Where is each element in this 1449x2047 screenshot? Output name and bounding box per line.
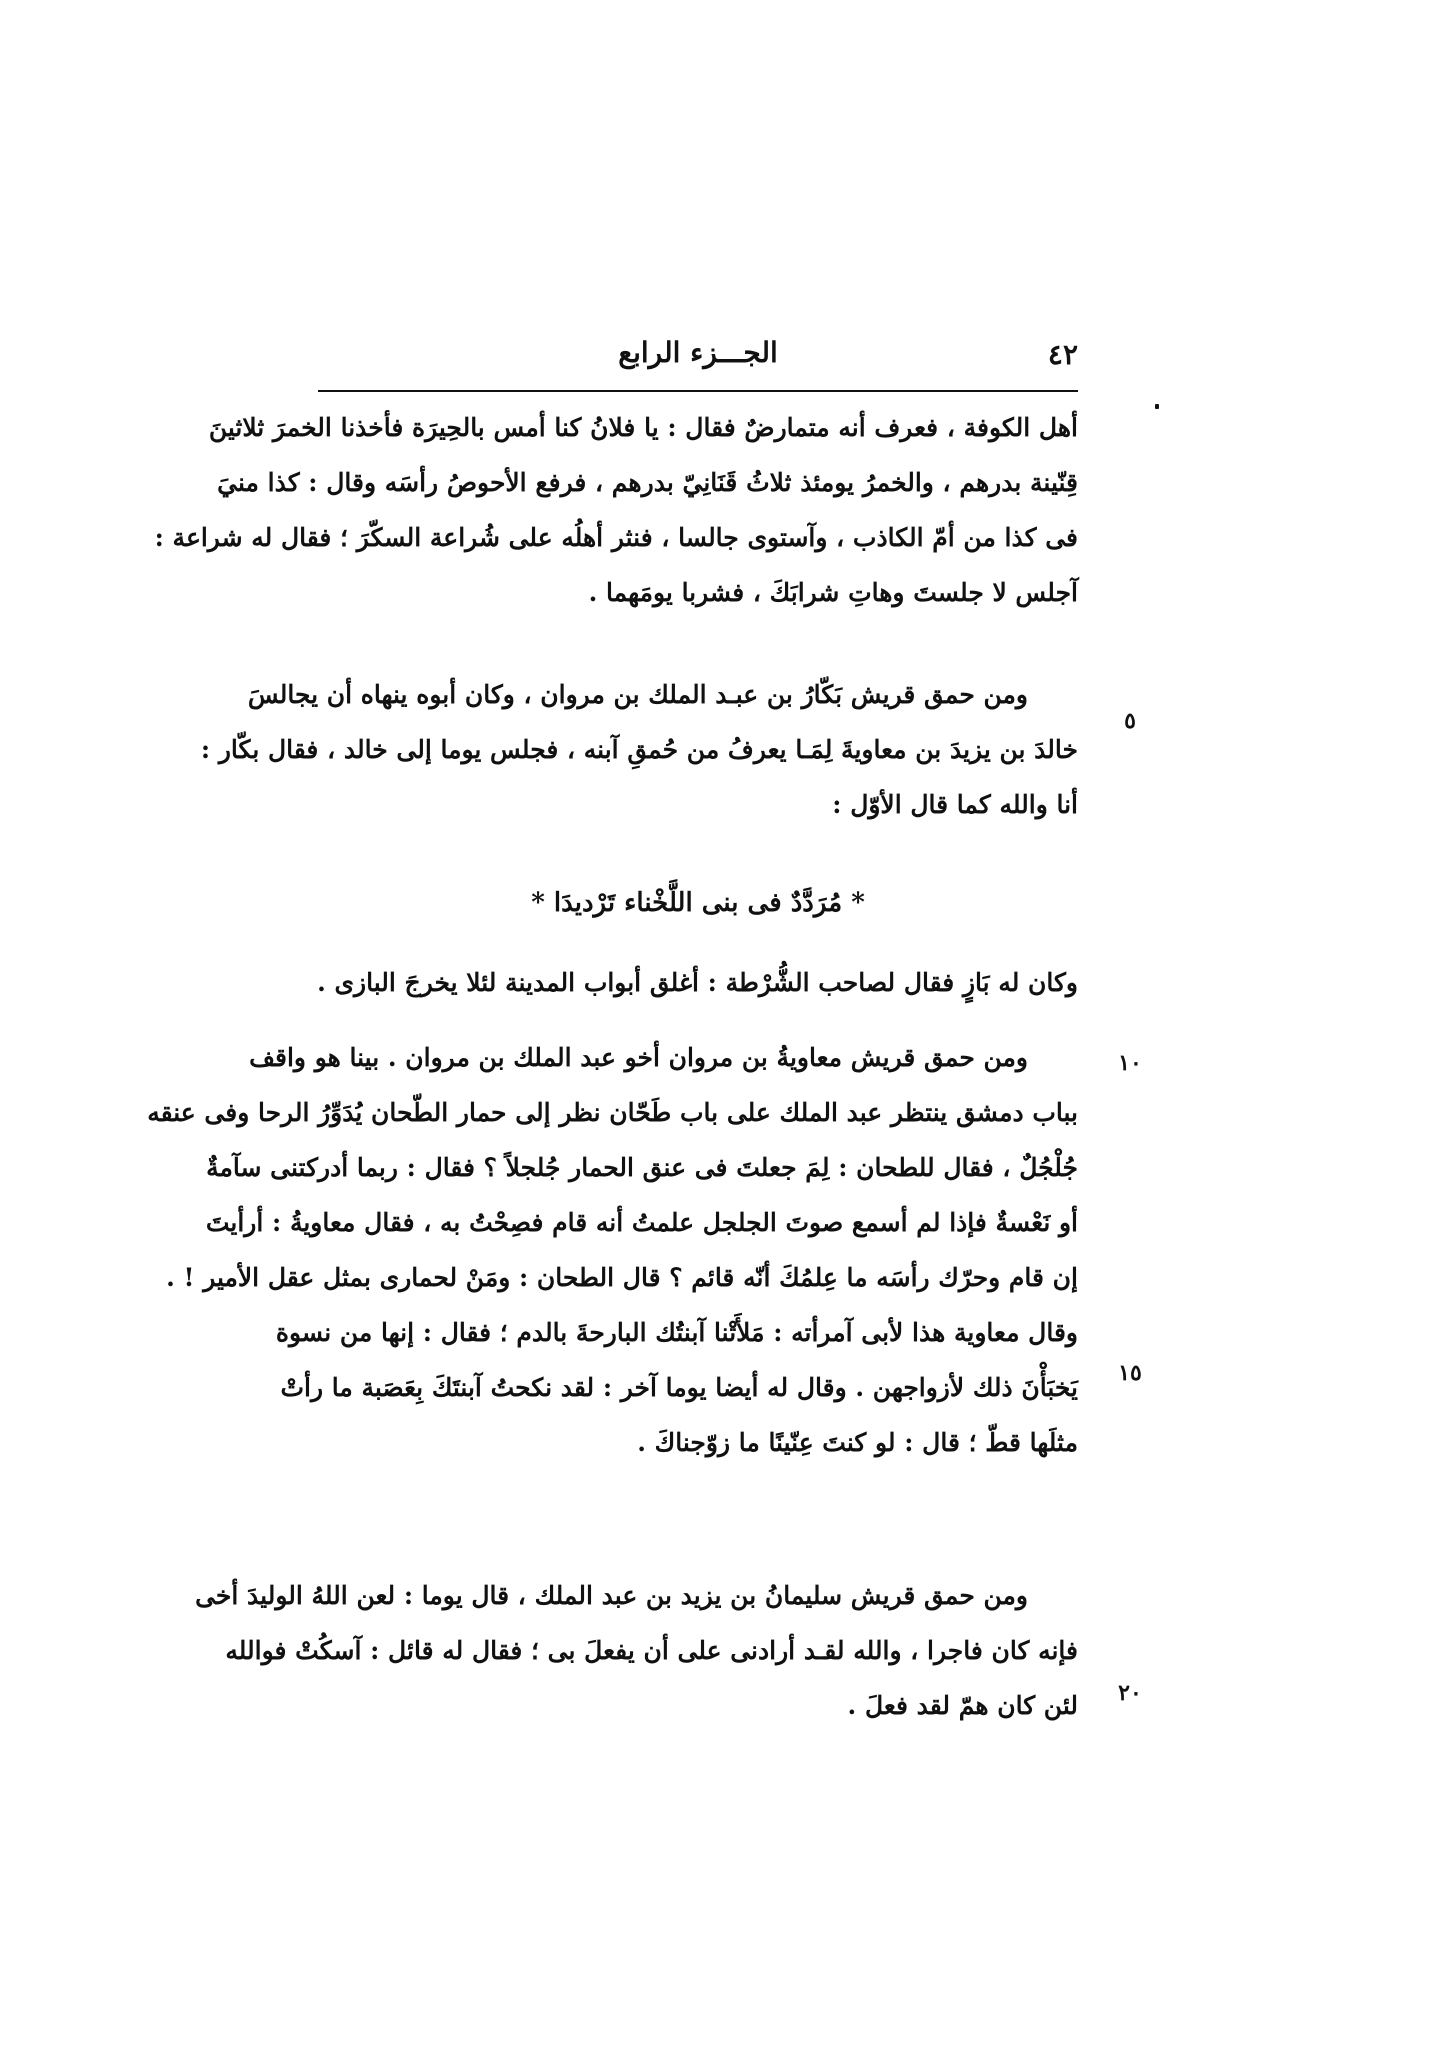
text-line: أو نَعْسةٌ فإذا لم أسمع صوتَ الجلجل علمتُ أنه قام فصِحْتُ به ، فقال معاويةُ : أرأيتَ — [205, 1208, 1078, 1237]
scan-speck — [1155, 404, 1159, 409]
page-number: ٤٢ — [1047, 338, 1078, 371]
margin-line-number: ٢٠ — [1118, 1680, 1142, 1706]
text-line: جُلْجُلٌ ، فقال للطحان : لِمَ جعلتَ فى عنق الحمار جُلجلاً ؟ فقال : ربما أدركتنى سآمةٌ — [206, 1153, 1078, 1182]
paragraph — [275, 1305, 1078, 1470]
text-line: وكان له بَازٍ فقال لصاحب الشُّرْطة : أغلق أبواب المدينة لئلا يخرجَ البازى . — [317, 968, 1078, 997]
text-line: وقال معاوية هذا لأبى آمرأته : مَلأَتْنا آبنتُك البارحةَ بالدم ؛ فقال : إنها من نسوة — [275, 1318, 1078, 1347]
running-header-title: الجـــزء الرابع — [618, 336, 778, 369]
text-line: خالدَ بن يزيدَ بن معاويةَ لِمَـا يعرفُ من حُمقِ آبنه ، فجلس يوما إلى خالد ، فقال بكّار : — [200, 735, 1078, 764]
text-line: قِنّينة بدرهم ، والخمرُ يومئذ ثلاثُ قَنَانِيّ بدرهم ، فرفع الأحوصُ رأسَه وقال : كذا منيَ — [217, 468, 1078, 497]
paragraph — [318, 955, 1078, 1010]
text-line: فإنه كان فاجرا ، والله لقـد أرادنى على أن يفعلَ بى ؛ فقال له قائل : آسكُتْ فوالله — [225, 1636, 1078, 1665]
text-line: ومن حمق قريش بَكّارُ بن عبـد الملك بن مروان ، وكان أبوه ينهاه أن يجالسَ — [247, 680, 1028, 709]
text-line: ومن حمق قريش معاويةُ بن مروان أخو عبد الملك بن مروان . بينا هو واقف — [249, 1043, 1028, 1072]
header-rule — [318, 390, 1078, 392]
margin-line-number: ١٠ — [1118, 1050, 1142, 1076]
text-line: يَخبَأْنَ ذلك لأزواجهن . وقال له أيضا يوما آخر : لقد نكحتُ آبنتَكَ بِعَصَبة ما رأتْ — [280, 1373, 1078, 1402]
text-line: أهل الكوفة ، فعرف أنه متمارضٌ فقال : يا فلانُ كنا أمس بالحِيرَة فأخذنا الخمرَ ثلاثينَ — [208, 413, 1078, 442]
text-line: مثلَها قطّ ؛ قال : لو كنتَ عِنّينًا ما زوّجناكَ . — [637, 1428, 1078, 1457]
text-line: أنا والله كما قال الأوّل : — [832, 790, 1078, 819]
paragraph — [147, 1030, 1078, 1305]
text-line: لئن كان همّ لقد فعلَ . — [847, 1691, 1078, 1720]
margin-line-number: ٥ — [1124, 708, 1136, 734]
text-line: آجلس لا جلستَ وهاتِ شرابَكَ ، فشربا يومَهما . — [588, 578, 1078, 607]
running-header — [318, 330, 1078, 388]
text-line: إن قام وحرّك رأسَه ما عِلمُكَ أنّه قائم ؟ قال الطحان : ومَنْ لحمارى بمثل عقل الأمير ! . — [166, 1263, 1078, 1292]
verse-line: * مُرَدَّدٌ فى بنى اللَّخْناء تَرْديدَا * — [531, 888, 865, 918]
text-line: فى كذا من أمّ الكاذب ، وآستوى جالسا ، فنثر أهلُه على شُراعة السكّرَ ؛ فقال له شراعة : — [154, 523, 1078, 552]
paragraph — [200, 667, 1078, 832]
margin-line-number: ١٥ — [1118, 1360, 1142, 1386]
text-line: بباب دمشق ينتظر عبد الملك على باب طَحّان نظر إلى حمار الطّحان يُدَوِّرُ الرحا وفى عنقه — [147, 1098, 1078, 1127]
paragraph — [154, 400, 1078, 620]
text-line: ومن حمق قريش سليمانُ بن يزيد بن عبد الملك ، قال يوما : لعن اللهُ الوليدَ أخى — [195, 1581, 1028, 1610]
paragraph — [195, 1568, 1078, 1733]
